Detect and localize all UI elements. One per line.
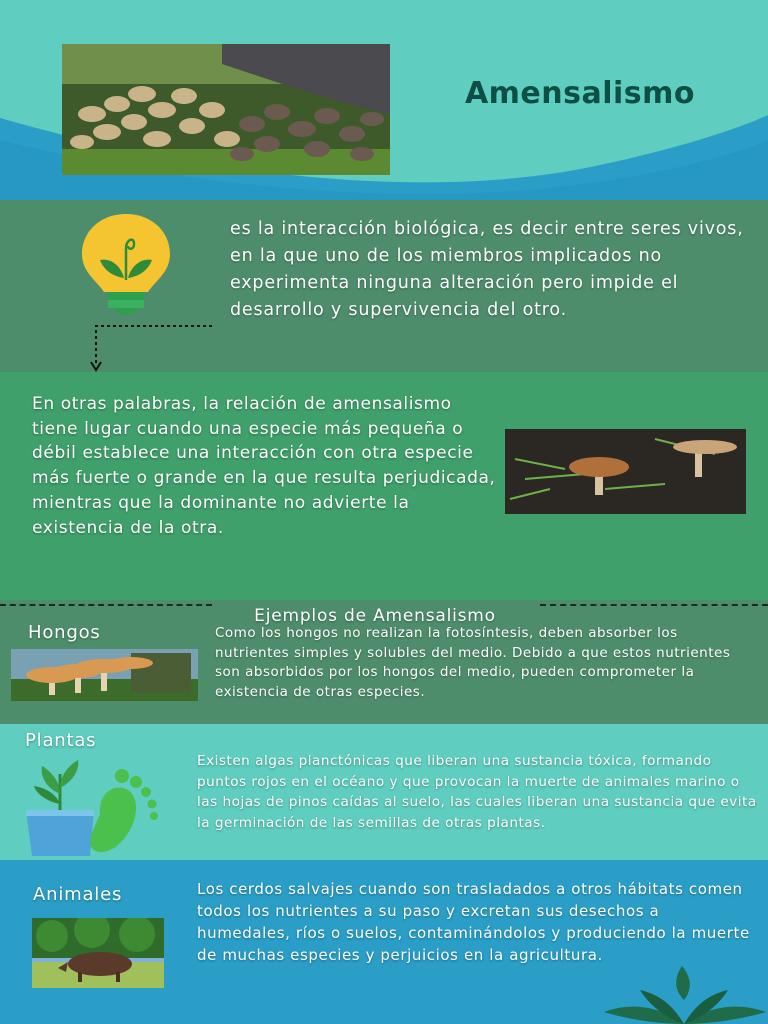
ground-mushrooms-photo	[505, 429, 746, 514]
leaves-icon	[600, 960, 768, 1024]
header-section	[0, 0, 768, 200]
animales-section	[0, 860, 768, 1024]
animales-text: Los cerdos salvajes cuando son trasladados a otros hábitats comen todos los nutrientes a su paso y excretan sus desechos a humedales, ríos o suelos, contaminándolos y produciendo la muerte de muchas especies y perjuicios en la agricultura.	[197, 880, 750, 964]
divider-line-right	[540, 604, 768, 606]
definition-text: es la interacción biológica, es decir entre seres vivos, en la que uno de los miembros implicados no experimenta ninguna alteración pero impide el desarrollo y supervivencia del otro.	[230, 219, 744, 320]
dotted-arrow-icon	[88, 324, 218, 372]
examples-heading-row	[0, 602, 768, 626]
plantas-section	[0, 724, 768, 860]
examples-heading: Ejemplos de Amensalismo	[254, 606, 496, 626]
hongos-label: Hongos	[28, 622, 101, 643]
wild-boar-photo	[32, 918, 164, 988]
plantas-text: Existen algas planctónicas que liberan una sustancia tóxica, formando puntos rojos en el océano y que provocan la muerte de animales marino o las hojas de pinos caídas al suelo, las cuales liberan una sustancia que evita la germinación de las semillas de otras plantas.	[197, 753, 757, 831]
definition-section	[0, 200, 768, 372]
explanation-section	[0, 372, 768, 600]
lightbulb-leaf-icon	[78, 208, 174, 316]
explanation-text: En otras palabras, la relación de amensalismo tiene lugar cuando una especie más pequeña o débil establece una interacción con otra especie más fuerte o grande en la que resulta perjudicada, mientras que la dominante no advierte la existencia de la otra.	[32, 394, 496, 538]
plant-footprint-icon	[22, 754, 162, 860]
animales-label: Animales	[33, 884, 123, 905]
hongos-section	[0, 600, 768, 724]
mushroom-colony-photo	[62, 44, 390, 175]
hongos-text: Como los hongos no realizan la fotosíntesis, deben absorber los nutrientes simples y solubles del medio. Debido a que estos nutrientes son absorbidos por los hongos del medio, pueden comprometer la existencia de otras especies.	[215, 625, 731, 700]
divider-line-left	[0, 604, 212, 606]
plantas-label: Plantas	[25, 730, 97, 751]
page-title: Amensalismo	[464, 76, 696, 111]
hongos-photo	[11, 649, 198, 701]
